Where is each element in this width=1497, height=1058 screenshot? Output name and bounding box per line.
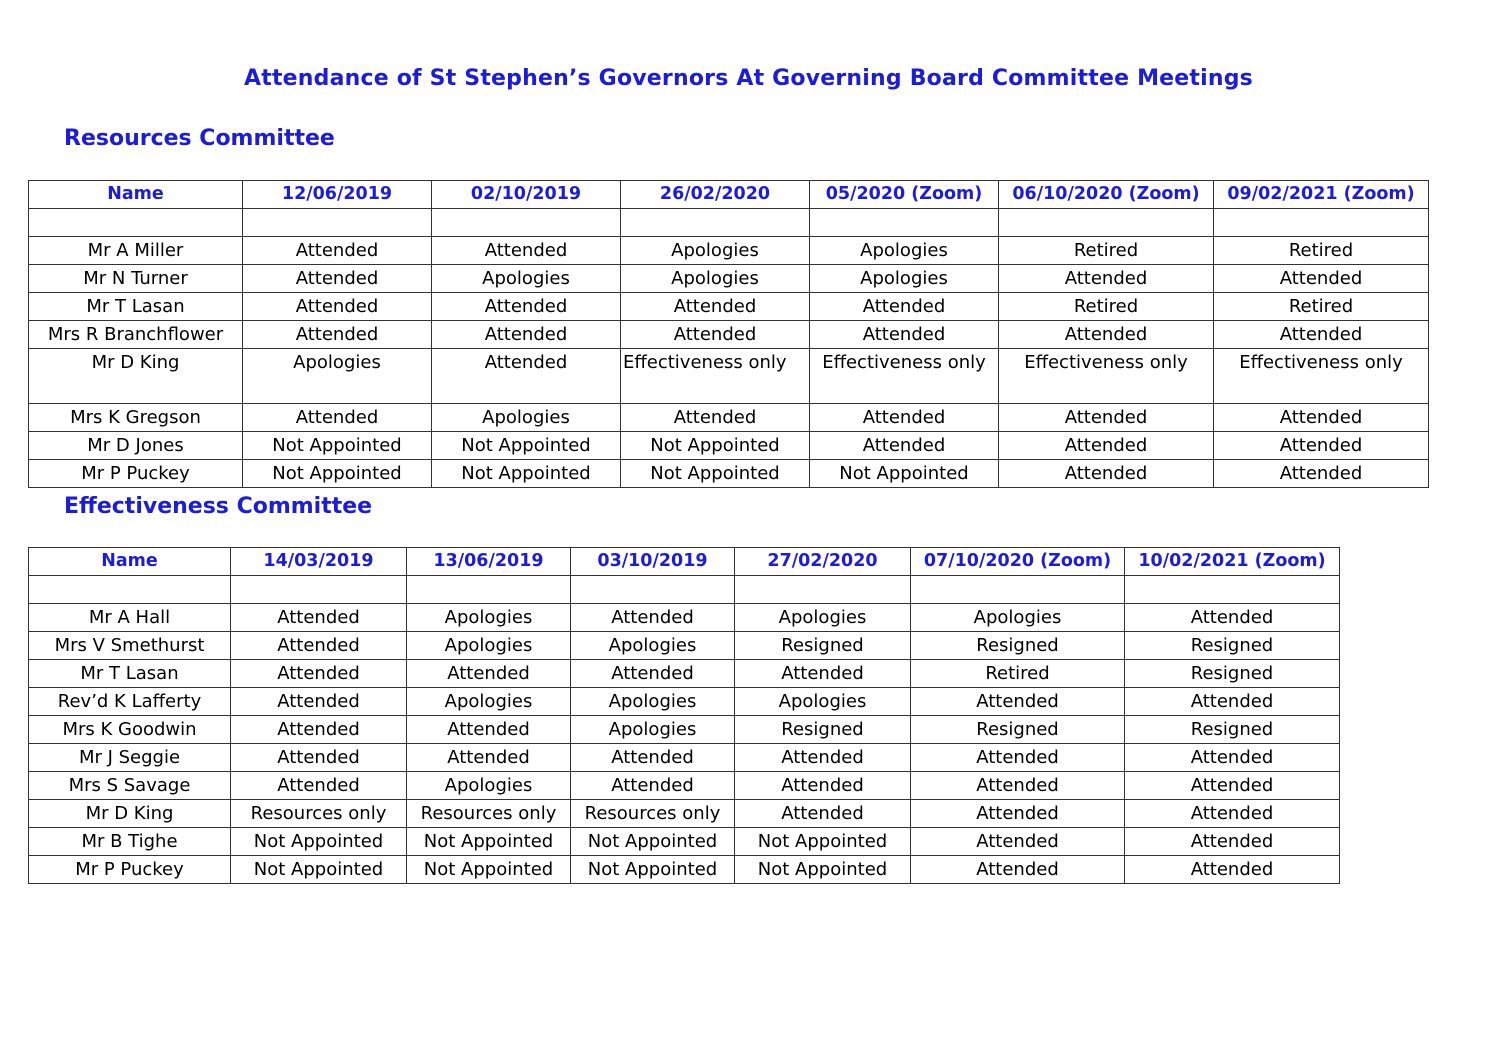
governor-name-cell: Rev’d K Lafferty [29,688,231,716]
table-cell [243,209,432,237]
governor-name-cell: Mr P Puckey [29,460,243,488]
table-cell: Apologies [432,404,621,432]
table-cell [432,209,621,237]
table-cell: Resigned [735,632,911,660]
table-cell: Attended [999,460,1214,488]
column-header: 12/06/2019 [243,181,432,209]
table-cell: Attended [999,265,1214,293]
table-cell: Apologies [243,349,432,404]
table-cell: Not Appointed [810,460,999,488]
table-row [29,460,1429,488]
table-cell: Attended [810,293,999,321]
table-cell: Attended [231,660,407,688]
table-cell: Not Appointed [735,828,911,856]
table-row [29,828,1340,856]
table-cell: Attended [1125,604,1340,632]
table-cell: Attended [999,404,1214,432]
table-row [29,772,1340,800]
resources-attendance-table [28,180,1429,488]
table-cell: Attended [810,321,999,349]
table-cell: Not Appointed [432,460,621,488]
column-header: Name [29,548,231,576]
table-cell: Attended [243,237,432,265]
table-cell: Attended [1214,404,1429,432]
table-cell: Attended [1214,321,1429,349]
table-cell: Resigned [1125,716,1340,744]
table-cell: Attended [231,772,407,800]
table-cell: Attended [911,744,1125,772]
resources-committee-heading: Resources Committee [64,126,335,151]
column-header: 13/06/2019 [407,548,571,576]
table-cell: Attended [407,660,571,688]
table-cell: Attended [911,856,1125,884]
table-row [29,349,1429,404]
table-cell: Effectiveness only [810,349,999,404]
governor-name-cell: Mr B Tighe [29,828,231,856]
table-cell: Not Appointed [231,856,407,884]
governor-name-cell: Mr A Hall [29,604,231,632]
table-cell: Not Appointed [407,828,571,856]
table-cell [29,209,243,237]
table-cell [810,209,999,237]
governor-name-cell: Mr N Turner [29,265,243,293]
governor-name-cell: Mrs R Branchflower [29,321,243,349]
table-header-row [29,181,1429,209]
table-row [29,716,1340,744]
effectiveness-attendance-table [28,547,1340,884]
table-cell: Apologies [407,772,571,800]
table-cell: Attended [231,744,407,772]
table-cell: Resigned [1125,660,1340,688]
table-cell: Attended [243,265,432,293]
table-cell: Attended [735,772,911,800]
governor-name-cell: Mrs K Gregson [29,404,243,432]
table-cell [999,209,1214,237]
table-row [29,432,1429,460]
table-cell: Attended [243,293,432,321]
table-cell: Apologies [407,632,571,660]
table-cell: Retired [1214,237,1429,265]
governor-name-cell: Mr T Lasan [29,660,231,688]
governor-name-cell: Mrs V Smethurst [29,632,231,660]
table-cell: Apologies [571,688,735,716]
table-row [29,632,1340,660]
table-cell: Attended [231,716,407,744]
table-cell: Not Appointed [231,828,407,856]
table-cell: Attended [407,716,571,744]
governor-name-cell: Mr T Lasan [29,293,243,321]
table-cell: Effectiveness only [999,349,1214,404]
governor-name-cell: Mr D King [29,800,231,828]
table-row [29,237,1429,265]
table-cell: Not Appointed [571,828,735,856]
table-cell: Not Appointed [621,460,810,488]
column-header: 06/10/2020 (Zoom) [999,181,1214,209]
table-cell: Attended [571,744,735,772]
table-cell: Attended [1214,460,1429,488]
table-cell: Attended [231,604,407,632]
table-cell [1214,209,1429,237]
table-row [29,856,1340,884]
table-cell: Attended [1125,688,1340,716]
table-cell: Retired [1214,293,1429,321]
table-cell: Attended [231,688,407,716]
table-cell: Not Appointed [621,432,810,460]
table-cell: Attended [621,293,810,321]
table-cell: Effectiveness only [1214,349,1429,404]
table-cell: Apologies [571,716,735,744]
table-cell: Not Appointed [243,432,432,460]
table-cell: Apologies [735,688,911,716]
table-cell [571,576,735,604]
table-cell: Attended [571,660,735,688]
table-cell: Attended [621,404,810,432]
table-cell: Attended [999,432,1214,460]
table-cell [911,576,1125,604]
table-cell: Retired [999,293,1214,321]
table-cell: Not Appointed [407,856,571,884]
table-cell [621,209,810,237]
governor-name-cell: Mrs S Savage [29,772,231,800]
table-cell: Resources only [407,800,571,828]
table-cell: Apologies [407,604,571,632]
table-header-row [29,548,1340,576]
table-cell: Effectiveness only [621,349,810,404]
table-cell: Apologies [432,265,621,293]
table-cell: Attended [810,404,999,432]
table-cell [29,576,231,604]
column-header: 14/03/2019 [231,548,407,576]
governor-name-cell: Mr D King [29,349,243,404]
table-cell: Not Appointed [735,856,911,884]
table-cell: Apologies [911,604,1125,632]
effectiveness-committee-heading: Effectiveness Committee [64,494,373,519]
page-title: Attendance of St Stephen’s Governors At Governing Board Committee Meetings [244,66,1253,91]
table-cell: Attended [243,404,432,432]
table-cell: Resources only [231,800,407,828]
governor-name-cell: Mr J Seggie [29,744,231,772]
table-cell: Apologies [621,237,810,265]
column-header: 07/10/2020 (Zoom) [911,548,1125,576]
column-header: 02/10/2019 [432,181,621,209]
table-cell: Apologies [407,688,571,716]
table-cell: Attended [243,321,432,349]
governor-name-cell: Mr A Miller [29,237,243,265]
table-cell: Attended [810,432,999,460]
table-cell: Attended [1125,744,1340,772]
table-cell: Resigned [911,632,1125,660]
table-cell: Attended [571,604,735,632]
table-cell: Retired [911,660,1125,688]
table-cell: Attended [432,237,621,265]
table-cell: Not Appointed [243,460,432,488]
table-cell: Attended [911,828,1125,856]
table-cell: Attended [999,321,1214,349]
column-header: 26/02/2020 [621,181,810,209]
table-row [29,321,1429,349]
table-cell: Attended [432,349,621,404]
table-cell: Apologies [810,265,999,293]
table-cell: Attended [621,321,810,349]
blank-row [29,209,1429,237]
table-row [29,293,1429,321]
governor-name-cell: Mr D Jones [29,432,243,460]
table-cell: Attended [911,772,1125,800]
table-cell [1125,576,1340,604]
table-cell: Attended [911,688,1125,716]
table-cell: Resigned [911,716,1125,744]
column-header: 10/02/2021 (Zoom) [1125,548,1340,576]
table-cell: Apologies [571,632,735,660]
column-header: 03/10/2019 [571,548,735,576]
table-cell: Resigned [735,716,911,744]
table-cell: Attended [432,321,621,349]
table-cell: Attended [1214,432,1429,460]
table-cell [231,576,407,604]
table-cell: Attended [1125,856,1340,884]
column-header: Name [29,181,243,209]
table-cell: Apologies [810,237,999,265]
table-row [29,660,1340,688]
table-cell: Apologies [621,265,810,293]
table-cell: Attended [1214,265,1429,293]
table-cell: Resigned [1125,632,1340,660]
table-cell: Attended [735,660,911,688]
table-row [29,265,1429,293]
table-cell: Resources only [571,800,735,828]
governor-name-cell: Mrs K Goodwin [29,716,231,744]
table-cell: Attended [1125,828,1340,856]
table-cell: Attended [432,293,621,321]
table-cell: Apologies [735,604,911,632]
table-row [29,744,1340,772]
table-cell: Attended [407,744,571,772]
table-cell: Attended [735,744,911,772]
table-cell: Attended [911,800,1125,828]
column-header: 27/02/2020 [735,548,911,576]
table-row [29,604,1340,632]
table-cell [735,576,911,604]
governor-name-cell: Mr P Puckey [29,856,231,884]
table-row [29,800,1340,828]
table-cell: Attended [1125,800,1340,828]
blank-row [29,576,1340,604]
table-cell: Attended [231,632,407,660]
table-cell: Attended [735,800,911,828]
column-header: 09/02/2021 (Zoom) [1214,181,1429,209]
table-cell: Not Appointed [571,856,735,884]
table-cell: Retired [999,237,1214,265]
table-cell [407,576,571,604]
table-row [29,404,1429,432]
table-cell: Attended [571,772,735,800]
column-header: 05/2020 (Zoom) [810,181,999,209]
table-cell: Not Appointed [432,432,621,460]
table-row [29,688,1340,716]
table-cell: Attended [1125,772,1340,800]
